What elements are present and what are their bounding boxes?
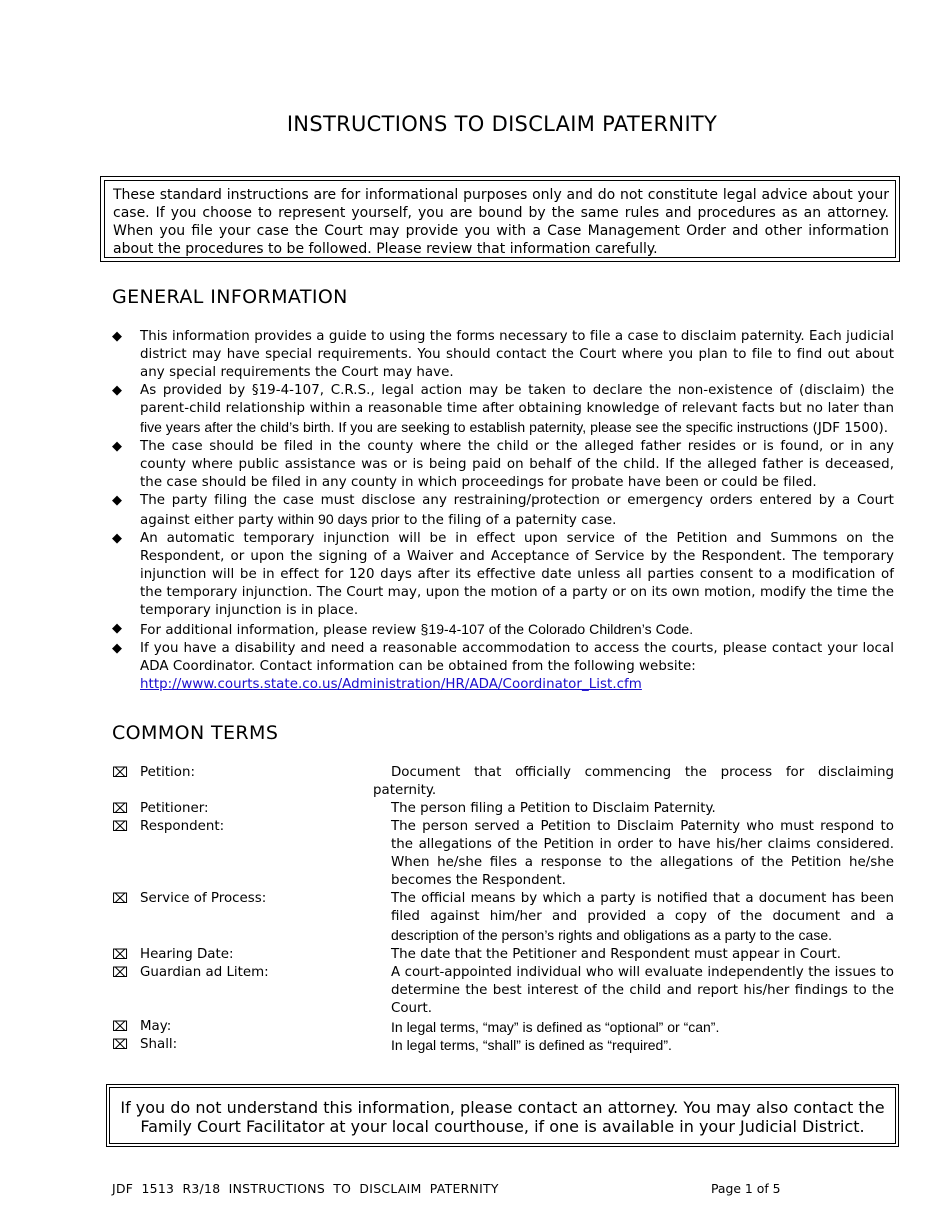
ballot-x-bullet-icon: ⌧	[112, 765, 129, 781]
term-name: Hearing Date:	[140, 947, 234, 962]
list-item	[112, 492, 894, 530]
list-item	[112, 328, 894, 382]
term-row	[112, 964, 894, 1018]
form-revision: R3/18	[182, 1181, 221, 1196]
diamond-bullet-icon: ◆	[112, 621, 123, 636]
term-row	[112, 764, 894, 800]
ballot-x-bullet-icon: ⌧	[112, 965, 129, 981]
general-information-list	[112, 328, 894, 694]
list-item	[112, 620, 894, 640]
list-item-text: five years after the child’s birth. If you are seeking to establish paternity, please see the specific instructions	[140, 419, 809, 435]
diamond-bullet-icon: ◆	[112, 439, 123, 454]
term-definition: The person filing a Petition to Disclaim Paternity.	[391, 801, 716, 816]
diamond-bullet-icon: ◆	[112, 329, 123, 344]
ballot-x-bullet-icon: ⌧	[112, 1037, 129, 1053]
term-definition	[391, 890, 894, 946]
term-row	[112, 800, 894, 818]
list-item-text: If you have a disability and need a reasonable accommodation to access the courts, please contact your local ADA Coordinator. Contact information can be obtained from the following website:	[140, 641, 894, 674]
term-definition: The person served a Petition to Disclaim Paternity who must respond to the allegations of the Petition in order to have his/her claims considered. When he/she files a response to the allegations of the Petition he/she becomes the Respondent.	[391, 819, 894, 888]
ada-coordinator-link[interactable]: http://www.courts.state.co.us/Administration/HR/ADA/Coordinator_List.cfm	[140, 677, 642, 692]
term-row	[112, 1036, 894, 1054]
form-footer-id	[112, 1181, 499, 1196]
form-id: JDF 1513	[112, 1181, 175, 1196]
list-item-text: (JDF 1500).	[808, 421, 889, 436]
general-information-heading: GENERAL INFORMATION	[112, 286, 348, 308]
ballot-x-bullet-icon: ⌧	[112, 819, 129, 835]
term-definition: In legal terms, “may” is defined as “optional” or “can”.	[391, 1019, 720, 1035]
list-item-text: The case should be filed in the county where the child or the alleged father resides or is found, or in any county where public assistance was or is being paid on behalf of the child. If the alleged father is deceased, the case should be filed in any county in which proceedings for probate have been or could be filed.	[140, 439, 894, 490]
page-title: INSTRUCTIONS TO DISCLAIM PATERNITY	[286, 112, 718, 136]
notice-text: If you do not understand this information, please contact an attorney. You may also contact the Family Court Facilitator at your local courthouse, if one is available in your Judicial District.	[109, 1087, 896, 1144]
term-name: May:	[140, 1019, 172, 1034]
list-item-text: The party filing the case must disclose any restraining/protection or emergency orders entered by a Court against either party	[140, 493, 894, 528]
notice-box	[106, 1084, 899, 1147]
term-name: Petitioner:	[140, 801, 209, 816]
list-item-text: This information provides a guide to using the forms necessary to file a case to disclaim paternity. Each judicial district may have special requirements. You should contact the Court where you plan to file to find out about any special requirements the Court may have.	[140, 329, 894, 380]
list-item-text: As provided by §19-4-107, C.R.S., legal action may be taken to declare the non-existence of (disclaim) the parent-child relationship within a reasonable time after obtaining knowledge of relevant facts but no later than	[140, 383, 894, 416]
term-name: Service of Process:	[140, 891, 267, 906]
diamond-bullet-icon: ◆	[112, 493, 123, 508]
term-row	[112, 946, 894, 964]
diamond-bullet-icon: ◆	[112, 531, 123, 546]
common-terms-list	[112, 764, 894, 1054]
term-definition: A court-appointed individual who will evaluate independently the issues to determine the best interest of the child and report his/her findings to the Court.	[391, 965, 894, 1016]
list-item	[112, 438, 894, 492]
diamond-bullet-icon: ◆	[112, 383, 123, 398]
term-definition-text: description of the person’s rights and obligations as a party to the case.	[391, 927, 833, 943]
list-item	[112, 382, 894, 438]
list-item	[112, 640, 894, 694]
form-footer-title: INSTRUCTIONS TO DISCLAIM PATERNITY	[228, 1181, 499, 1196]
ballot-x-bullet-icon: ⌧	[112, 947, 129, 963]
term-row	[112, 890, 894, 946]
term-row	[112, 818, 894, 890]
term-name: Guardian ad Litem:	[140, 965, 269, 980]
term-definition: In legal terms, “shall” is defined as “required”.	[391, 1037, 672, 1053]
term-name: Petition:	[140, 765, 195, 780]
ballot-x-bullet-icon: ⌧	[112, 891, 129, 907]
list-item-text: within 90 days prior	[278, 511, 400, 527]
term-definition: Document that officially commencing the process for disclaiming paternity.	[373, 765, 894, 798]
term-definition: The date that the Petitioner and Respondent must appear in Court.	[391, 947, 841, 962]
disclaimer-text: These standard instructions are for informational purposes only and do not constitute legal advice about your case. If you choose to represent yourself, you are bound by the same rules and procedures as an attorney. When you file your case the Court may provide you with a Case Management Order and other information about the procedures to be followed. Please review that information carefully.	[104, 180, 896, 258]
list-item-text: to the filing of a paternity case.	[399, 513, 617, 528]
common-terms-heading: COMMON TERMS	[112, 722, 279, 744]
list-item-text: §19-4-107 of the Colorado Children’s Code.	[420, 621, 694, 637]
page-number: Page 1 of 5	[711, 1181, 781, 1196]
term-definition-text: The official means by which a party is notified that a document has been filed against him/her and provided a copy of the document and a	[391, 891, 894, 924]
diamond-bullet-icon: ◆	[112, 641, 123, 656]
term-row	[112, 1018, 894, 1036]
list-item	[112, 530, 894, 620]
ballot-x-bullet-icon: ⌧	[112, 1019, 129, 1035]
term-name: Shall:	[140, 1037, 178, 1052]
list-item-text: For additional information, please review	[140, 623, 421, 638]
list-item-text: An automatic temporary injunction will be in effect upon service of the Petition and Summons on the Respondent, or upon the signing of a Waiver and Acceptance of Service by the Respondent. The temporary injunction will be in effect for 120 days after its effective date unless all parties consent to a modification of the temporary injunction. The Court may, upon the motion of a party or on its own motion, modify the time the temporary injunction is in place.	[140, 531, 894, 618]
ballot-x-bullet-icon: ⌧	[112, 801, 129, 817]
term-name: Respondent:	[140, 819, 225, 834]
disclaimer-box	[100, 176, 900, 262]
